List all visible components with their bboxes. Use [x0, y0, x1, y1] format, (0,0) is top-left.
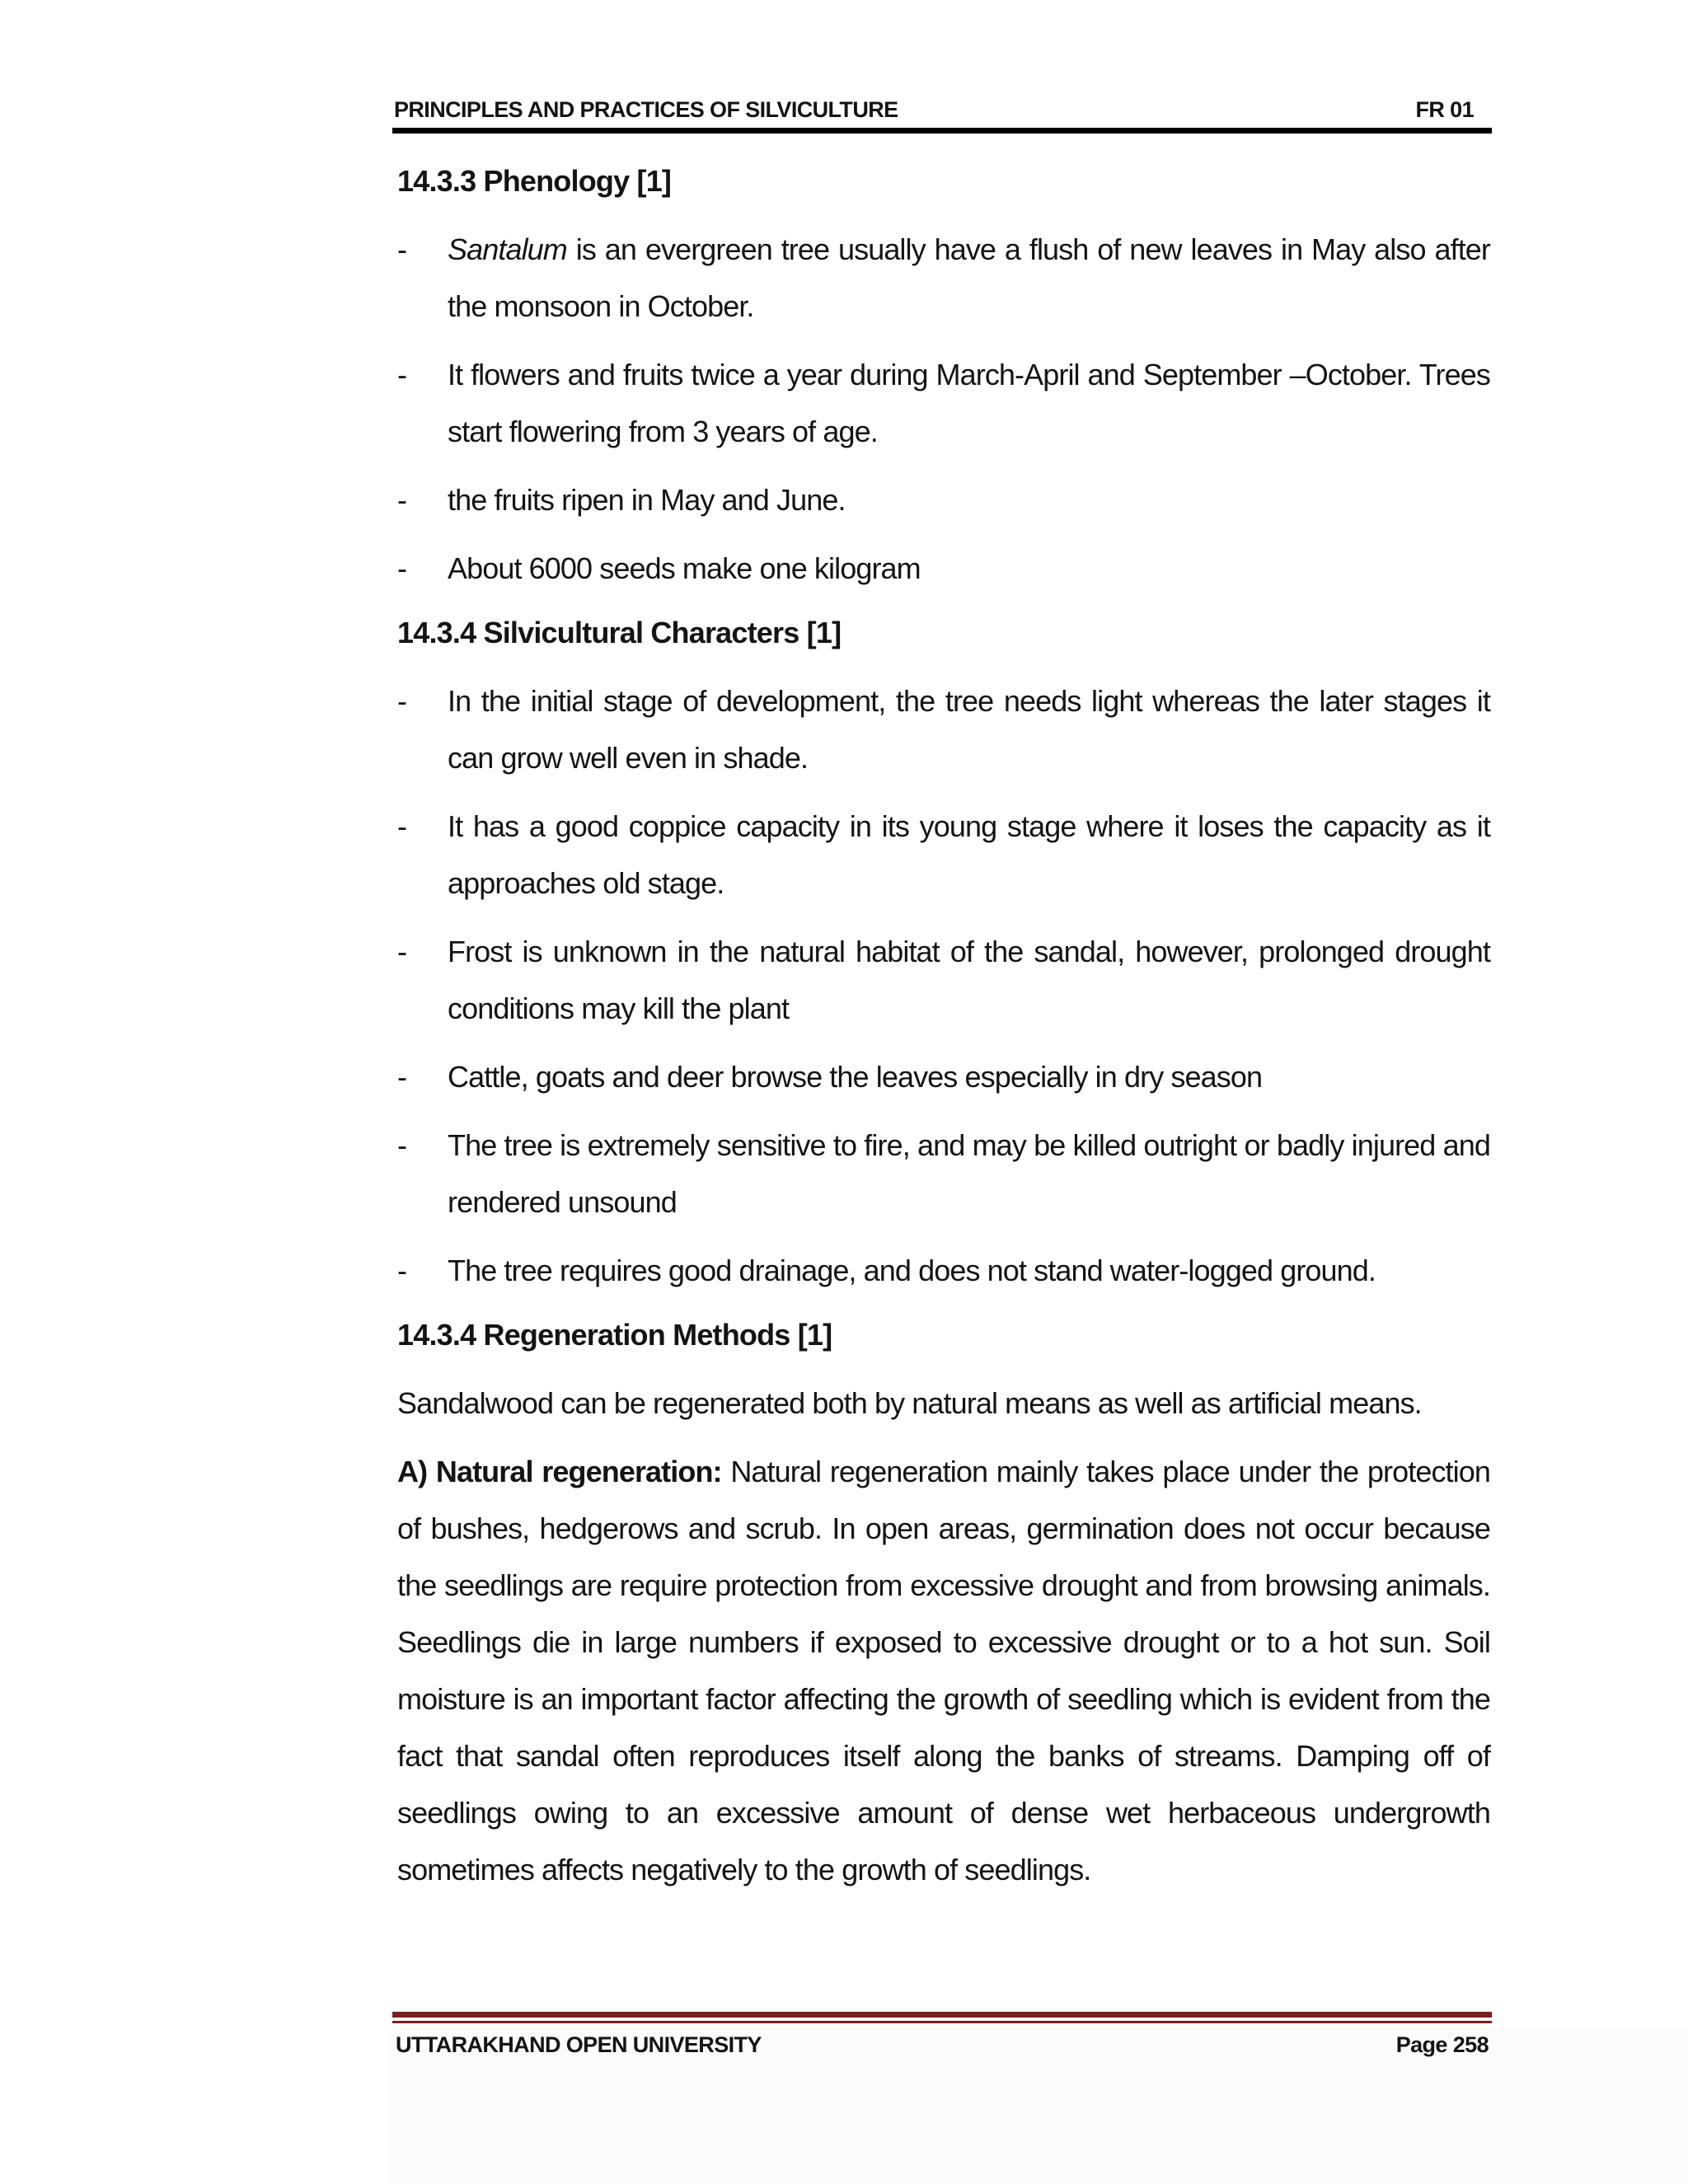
bullet-marker: -	[397, 483, 407, 517]
bullet-marker: -	[397, 684, 407, 718]
header-course-code: FR 01	[1415, 97, 1474, 122]
list-item	[397, 673, 1490, 786]
footer-rule-thin	[392, 2021, 1492, 2023]
bullet-marker: -	[397, 232, 407, 266]
bullet-text: The tree requires good drainage, and does not stand water-logged ground.	[448, 1254, 1376, 1287]
bullet-marker: -	[397, 358, 407, 391]
list-item	[397, 471, 1490, 528]
bullet-marker: -	[397, 1254, 407, 1287]
bullet-marker: -	[397, 809, 407, 843]
bullet-text: Cattle, goats and deer browse the leaves especially in dry season	[448, 1060, 1263, 1094]
page-footer	[396, 2032, 1492, 2058]
bullet-text: In the initial stage of development, the tree needs light whereas the later stages it can grow well even in shade.	[448, 684, 1490, 775]
list-item	[397, 1048, 1490, 1105]
bullet-text: Frost is unknown in the natural habitat of the sandal, however, prolonged drought conditions may kill the plant	[448, 935, 1490, 1025]
list-item	[397, 798, 1490, 912]
page-content	[397, 157, 1490, 1910]
regeneration-intro: Sandalwood can be regenerated both by natural means as well as artificial means.	[397, 1386, 1422, 1420]
list-item	[397, 221, 1490, 335]
bullet-marker: -	[397, 1060, 407, 1094]
footer-university: UTTARAKHAND OPEN UNIVERSITY	[396, 2032, 762, 2057]
bullet-marker: -	[397, 551, 407, 585]
species-name: Santalum	[448, 232, 567, 266]
list-item	[397, 923, 1490, 1037]
header-title: PRINCIPLES AND PRACTICES OF SILVICULTURE	[394, 97, 898, 122]
bullet-marker: -	[397, 935, 407, 968]
page-header	[394, 97, 1492, 123]
list-item	[397, 1117, 1490, 1230]
footer-rule	[392, 2012, 1492, 2018]
natural-regeneration-label: A) Natural regeneration:	[397, 1455, 722, 1488]
section-heading-silvicultural: 14.3.4 Silvicultural Characters [1]	[397, 616, 842, 649]
bullet-marker: -	[397, 1128, 407, 1162]
header-rule	[392, 128, 1492, 134]
section-heading-regeneration: 14.3.4 Regeneration Methods [1]	[397, 1318, 832, 1352]
bullet-text: It has a good coppice capacity in its young stage where it loses the capacity as it approaches old stage.	[448, 809, 1490, 900]
bullet-text: The tree is extremely sensitive to fire, and may be killed outright or badly injured and rendered unsound	[448, 1128, 1490, 1219]
list-item	[397, 540, 1490, 597]
bullet-text: the fruits ripen in May and June.	[448, 483, 846, 517]
bullet-text: It flowers and fruits twice a year during March-April and September –October. Trees start flowering from 3 years of age.	[448, 358, 1490, 448]
bullet-text: About 6000 seeds make one kilogram	[448, 551, 921, 585]
list-item	[397, 1242, 1490, 1299]
natural-regeneration-paragraph	[397, 1443, 1490, 1898]
bullet-text: Santalum is an evergreen tree usually have a flush of new leaves in May also after the monsoon in October.	[448, 232, 1490, 323]
natural-regeneration-text: Natural regeneration mainly takes place under the protection of bushes, hedgerows and scrub. In open areas, germination does not occur because the seedlings are require protection from excessive drought and from browsing animals. Seedlings die in large numbers if exposed to excessive drought or to a hot sun. Soil moisture is an important factor affecting the growth of seedling which is evident from the fact that sandal often reproduces itself along the banks of streams. Damping off of seedlings owing to an excessive amount of dense wet herbaceous undergrowth sometimes affects negatively to the growth of seedlings.	[397, 1455, 1490, 1886]
section-heading-phenology: 14.3.3 Phenology [1]	[397, 164, 672, 198]
list-item	[397, 346, 1490, 460]
page-number: Page 258	[1395, 2032, 1489, 2057]
